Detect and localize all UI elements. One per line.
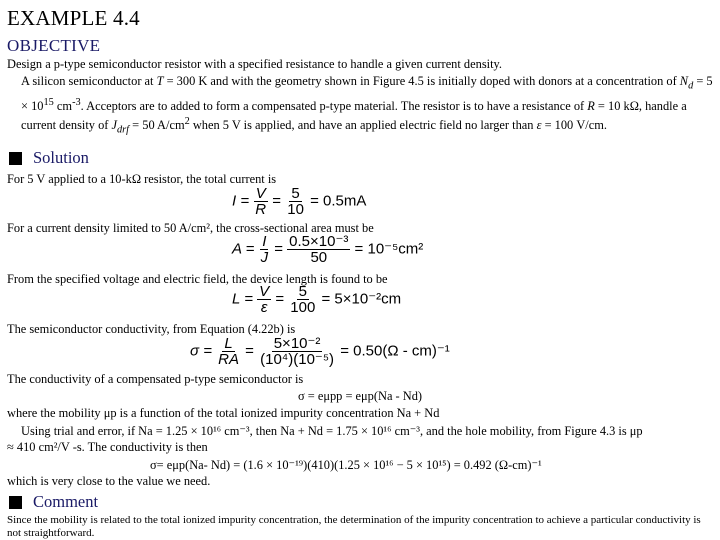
- objective-line-1: Design a p-type semiconductor resistor with a specified resistance to handle a given current density.: [7, 57, 503, 71]
- solution-heading: Solution: [9, 148, 89, 168]
- equation-area: A = $\frac{I}{J}$ = $\frac{\text{0.5×10⁻³}}{50}$ = 10⁻⁵cm²: [232, 233, 424, 266]
- objective-text: [7, 56, 713, 140]
- objective-paragraph-2: A silicon semiconductor at T = 300 K and with the geometry shown in Figure 4.5 is initially doped with donors at a concentration of $N_d = 5 \times 10^{15}$ $cm^{-3}$. Acceptors are to added to form a compensated p-type material. The resistor is to have a resistance of R = 10 kΩ, handle a current density of $J_{drf} = 50$ $A/cm^2$ when 5 V is applied, and have an applied electric field no larger than ε = 100 V/cm.: [21, 73, 713, 136]
- solution-text-2: For a current density limited to 50 A/cm², the cross-sectional area must be: [7, 221, 374, 235]
- comment-text: Since the mobility is related to the total ionized impurity concentration, the determination of the impurity concentration to achieve a particular conductivity is not straightforward.: [7, 514, 701, 539]
- objective-heading: OBJECTIVE: [7, 36, 101, 55]
- solution-text-4: The semiconductor conductivity, from Equation (4.22b) is: [7, 322, 296, 336]
- solution-equation-compensated: σ = eμpp = eμp(Na - Nd): [297, 389, 423, 403]
- example-title: EXAMPLE 4.4: [7, 6, 140, 30]
- solution-text-11: which is very close to the value we need.: [7, 474, 211, 488]
- bullet-square-icon: [9, 152, 22, 165]
- solution-text-8: Using trial and error, if Na = 1.25 × 10¹⁶ cm⁻³, then Na + Nd = 1.75 × 10¹⁶ cm⁻³, and the hole mobility, from Figure 4.3 is μp: [21, 424, 643, 438]
- equation-current: I = $\frac{V}{R}$ = $\frac{5}{10}$ = 0.5mA: [232, 185, 367, 218]
- solution-text-5: The conductivity of a compensated p-type semiconductor is: [7, 372, 304, 386]
- comment-heading: Comment: [9, 492, 98, 512]
- solution-text-3: From the specified voltage and electric field, the device length is found to be: [7, 272, 388, 286]
- solution-text-9: ≈ 410 cm²/V -s. The conductivity is then: [7, 440, 208, 454]
- solution-text-10: σ= eμp(Na- Nd) = (1.6 × 10⁻¹⁹)(410)(1.25 × 10¹⁶ − 5 × 10¹⁵) = 0.492 (Ω-cm)⁻¹: [150, 458, 542, 472]
- solution-text-1: For 5 V applied to a 10-kΩ resistor, the total current is: [7, 172, 277, 186]
- solution-text-7: where the mobility μp is a function of the total ionized impurity concentration Na + Nd: [7, 406, 440, 420]
- bullet-square-icon: [9, 496, 22, 509]
- equation-conductivity: σ = $\frac{L}{RA}$ = $\frac{\text{5×10⁻²}}{\text{(10⁴)(10⁻⁵)}}$ = 0.50(Ω - cm)⁻¹: [190, 335, 450, 368]
- equation-length: L = $\frac{V}{\varepsilon}$ = $\frac{5}{100}$ = 5×10⁻²cm: [232, 283, 402, 316]
